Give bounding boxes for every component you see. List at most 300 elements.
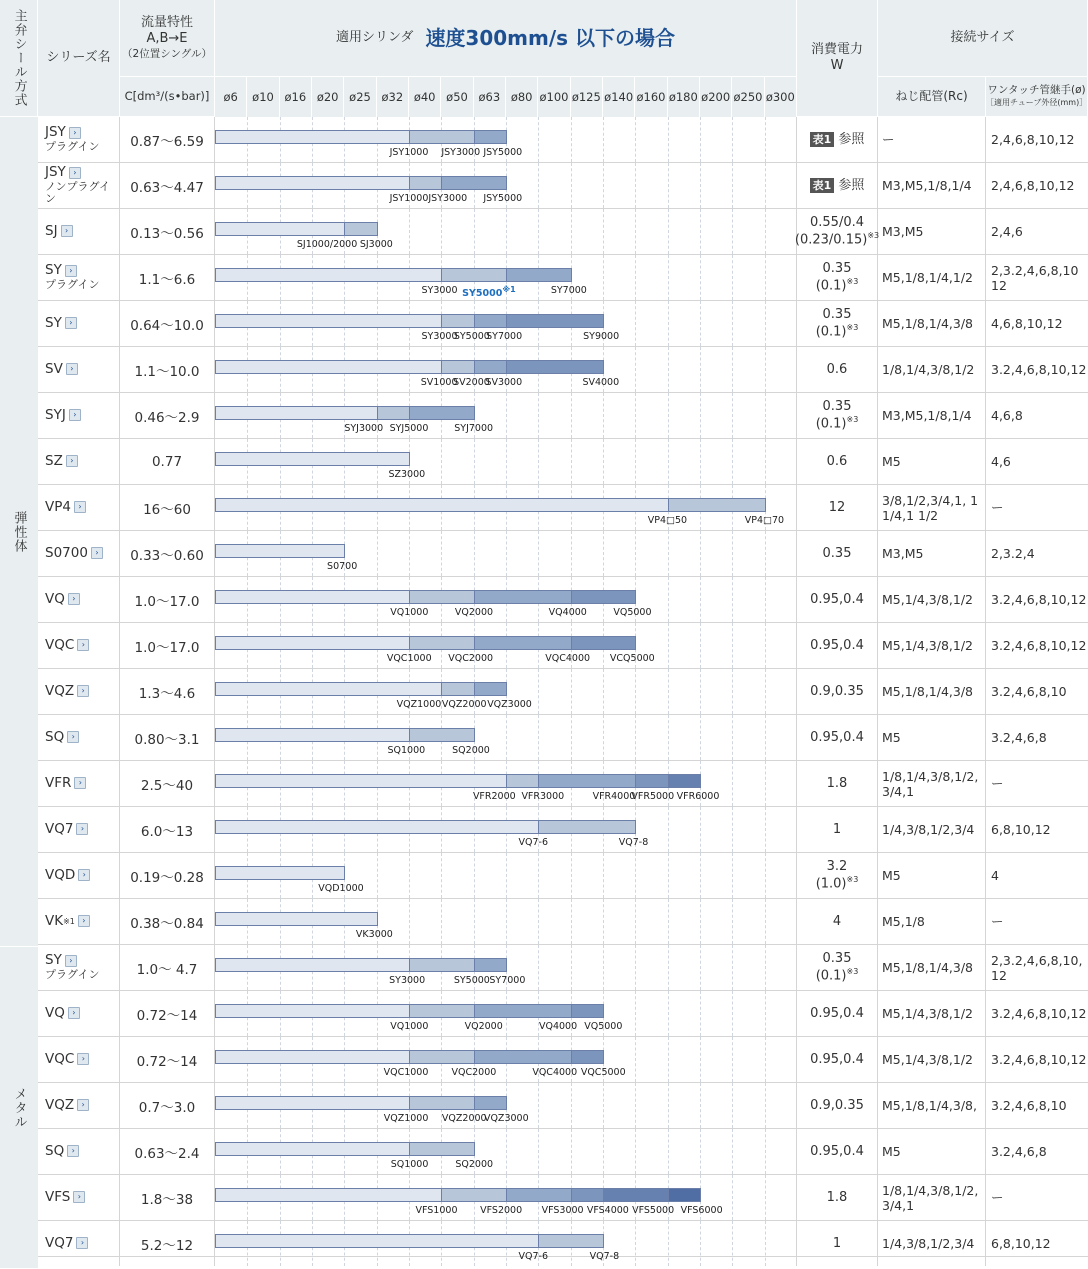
onetouch-size: 3.2,4,6,8,10,12 [991, 592, 1087, 607]
bar-segment [215, 1234, 539, 1248]
bar-segment [409, 1004, 475, 1018]
bar-segment [571, 636, 637, 650]
series-name-label[interactable] [45, 362, 78, 378]
cylinder-bar [215, 117, 797, 162]
power-secondary: $(1.0)^{※3}$ [815, 874, 859, 892]
power-value [797, 945, 878, 990]
grid-line [765, 439, 766, 484]
series-code[interactable]: VQD [45, 866, 76, 883]
series-name[interactable] [38, 1221, 120, 1266]
diameter-ø300: ø300 [765, 77, 797, 117]
power-value [797, 991, 878, 1036]
chevron-right-icon[interactable]: › [74, 777, 86, 789]
series-code[interactable]: VQC [45, 636, 75, 653]
series-name-label[interactable] [45, 1190, 85, 1206]
chevron-right-icon[interactable]: › [74, 501, 86, 513]
bar-segment [571, 590, 637, 604]
footnote-mark: ※3 [846, 874, 859, 884]
onetouch-size: 3.2,4,6,8,10,12 [991, 1052, 1087, 1067]
bar-label: VQC2000 [448, 653, 494, 664]
grid-line [700, 853, 701, 898]
grid-line [732, 577, 733, 622]
series-name[interactable] [38, 1175, 120, 1220]
grid-line [668, 117, 669, 162]
onetouch-size: 2,3.2,4,6,8,10 12 [991, 262, 1079, 293]
flow-value: 0.63〜4.47 [120, 163, 215, 208]
grid-line [571, 393, 572, 438]
grid-line [700, 899, 701, 944]
series-name-label[interactable] [45, 1006, 80, 1022]
grid-line [668, 623, 669, 668]
grid-line [474, 899, 475, 944]
series-code[interactable]: JSY [45, 124, 66, 141]
series-name[interactable] [38, 439, 120, 484]
bar-segment [474, 1050, 572, 1064]
grid-line [474, 531, 475, 576]
onetouch-size: 6,8,10,12 [991, 822, 1051, 837]
series-code[interactable]: SY [45, 262, 62, 279]
bar-segment [377, 406, 410, 420]
grid-line [538, 715, 539, 760]
diameter-ø100: ø100 [538, 77, 570, 117]
bar-segment [215, 636, 410, 650]
series-name-label[interactable] [45, 1098, 89, 1114]
flow-value: 5.2〜12 [120, 1221, 215, 1266]
onetouch-size: 4 [991, 868, 999, 883]
cylinder-bar [215, 163, 797, 208]
bar-label: SY5000 [453, 331, 490, 342]
series-name[interactable] [38, 899, 120, 944]
bar-label: SY9000 [583, 331, 620, 342]
chevron-right-icon[interactable]: › [76, 823, 88, 835]
grid-line [765, 347, 766, 392]
chevron-right-icon[interactable]: › [77, 685, 89, 697]
series-name[interactable] [38, 623, 120, 668]
chevron-right-icon[interactable]: › [66, 363, 78, 375]
power-main: 0.55/0.4 [810, 215, 864, 231]
series-name-label[interactable] [45, 500, 86, 516]
diameter-ø6: ø6 [215, 77, 247, 117]
chevron-right-icon[interactable]: › [73, 1191, 85, 1203]
series-name-label[interactable] [45, 914, 90, 930]
footnote-mark: ※3 [846, 322, 859, 332]
bar-segment [635, 774, 668, 788]
series-row [38, 255, 1088, 301]
diameter-ø40: ø40 [409, 77, 441, 117]
series-name-label[interactable] [45, 1052, 89, 1068]
bar-label: SYJ7000 [454, 423, 494, 434]
flow-value: 0.64〜10.0 [120, 301, 215, 346]
grid-line [732, 117, 733, 162]
chevron-right-icon[interactable]: › [65, 265, 77, 277]
chevron-right-icon[interactable]: › [66, 455, 78, 467]
series-name-label[interactable] [45, 316, 77, 332]
bar-label: SYJ5000 [389, 423, 429, 434]
grid-line [506, 715, 507, 760]
cylinder-bar [215, 255, 797, 300]
diameter-ø140: ø140 [603, 77, 635, 117]
chevron-right-icon[interactable]: › [69, 127, 81, 139]
bar-label: VK3000 [355, 929, 393, 940]
bar-label: VP4□70 [744, 515, 785, 526]
series-name-label[interactable] [45, 868, 90, 884]
bar-segment [215, 544, 345, 558]
bar-segment [441, 268, 507, 282]
power-main: 1.8 [826, 1189, 848, 1205]
chevron-right-icon[interactable]: › [77, 1053, 89, 1065]
series-name[interactable] [38, 347, 120, 392]
grid-line [635, 301, 636, 346]
bar-segment [409, 130, 475, 144]
bar-label: VQZ3000 [483, 1113, 529, 1124]
series-name[interactable] [38, 715, 120, 760]
grid-line [409, 853, 410, 898]
bar-label: VQC4000 [545, 653, 591, 664]
cylinder-bar [215, 899, 797, 944]
series-code[interactable]: VQZ [45, 1096, 75, 1113]
series-code[interactable]: VQC [45, 1050, 75, 1067]
chevron-right-icon[interactable]: › [68, 1007, 80, 1019]
grid-line [603, 945, 604, 990]
grid-line [700, 393, 701, 438]
series-row [38, 1037, 1088, 1083]
grid-line [635, 1221, 636, 1266]
bar-label: VFS3000 [541, 1205, 584, 1216]
series-code[interactable]: VK [45, 912, 64, 929]
bar-segment [215, 314, 442, 328]
series-name-label[interactable] [45, 776, 86, 792]
chevron-right-icon[interactable]: › [77, 1099, 89, 1111]
grid-line [668, 1129, 669, 1174]
bar-label: VQC1000 [383, 1067, 429, 1078]
chevron-right-icon[interactable]: › [65, 317, 77, 329]
series-row [38, 393, 1088, 439]
chevron-right-icon[interactable]: › [91, 547, 103, 559]
power-value [797, 623, 878, 668]
series-row [38, 623, 1088, 669]
power-value [797, 1037, 878, 1082]
series-code[interactable]: VP4 [45, 498, 71, 515]
onetouch-size: 3.2,4,6,8,10,12 [991, 362, 1087, 377]
bar-label: VQ4000 [538, 1021, 578, 1032]
onetouch-size: 6,8,10,12 [991, 1236, 1051, 1251]
chevron-right-icon[interactable]: › [61, 225, 73, 237]
grid-line [635, 439, 636, 484]
series-code[interactable]: JSY [45, 164, 66, 181]
series-name[interactable] [38, 117, 120, 162]
thread-size: M5,1/4,3/8,1/2 [878, 577, 986, 622]
series-code[interactable]: SY [45, 952, 62, 969]
grid-line [538, 669, 539, 714]
bar-label: VQ1000 [390, 1021, 429, 1032]
bar-label: SV1000 [420, 377, 458, 388]
bar-label: VQC5000 [580, 1067, 626, 1078]
chevron-right-icon[interactable]: › [78, 869, 90, 881]
series-code[interactable]: VFS [45, 1188, 71, 1205]
series-name-label[interactable] [45, 263, 77, 279]
table-ref-tag: 表1 [810, 178, 835, 193]
power-main: 0.9,0.35 [810, 683, 864, 699]
grid-line [668, 669, 669, 714]
series-name[interactable] [38, 761, 120, 806]
chevron-right-icon[interactable]: › [65, 955, 77, 967]
bar-segment [409, 176, 442, 190]
series-name[interactable] [38, 485, 120, 530]
series-name-label[interactable] [45, 953, 77, 969]
bar-segment [215, 682, 442, 696]
bar-label: VQZ2000 [441, 1113, 487, 1124]
cylinder-bar [215, 715, 797, 760]
grid-line [668, 301, 669, 346]
grid-line [538, 899, 539, 944]
grid-line [474, 439, 475, 484]
thread-size: 1/8,1/4,3/8,1/2, 3/4,1 [878, 761, 986, 806]
series-code[interactable]: VFR [45, 774, 72, 791]
grid-line [765, 301, 766, 346]
bar-segment [474, 1096, 507, 1110]
bar-label: VQ2000 [454, 607, 494, 618]
series-name[interactable] [38, 669, 120, 714]
flow-value: 0.63〜2.4 [120, 1129, 215, 1174]
series-code[interactable]: SZ [45, 452, 63, 469]
series-subtype: プラグイン [45, 967, 100, 981]
flow-value: 0.80〜3.1 [120, 715, 215, 760]
grid-line [506, 899, 507, 944]
series-name-label[interactable] [45, 224, 73, 240]
cylinder-bar [215, 531, 797, 576]
chevron-right-icon[interactable]: › [67, 1145, 79, 1157]
series-name[interactable] [38, 1037, 120, 1082]
series-name-label[interactable] [45, 1144, 79, 1160]
bar-segment [409, 1142, 475, 1156]
onetouch-size: 3.2,4,6,8,10 [991, 684, 1067, 699]
bar-segment [506, 360, 604, 374]
power-value [797, 853, 878, 898]
cylinder-bar [215, 807, 797, 852]
power-value [797, 899, 878, 944]
series-row [38, 807, 1088, 853]
flow-header: 流量特性 A,B→E （2位置シングル） [120, 0, 215, 77]
power-main: 0.35 [822, 307, 852, 323]
power-main: 0.35 [822, 951, 852, 967]
grid-line [506, 209, 507, 254]
bar-label: VQD1000 [318, 883, 364, 894]
flow-value: 1.1〜6.6 [120, 255, 215, 300]
grid-line [732, 209, 733, 254]
grid-line [441, 531, 442, 576]
series-name[interactable] [38, 1083, 120, 1128]
diameter-ø16: ø16 [280, 77, 312, 117]
grid-line [732, 1037, 733, 1082]
grid-line [603, 1083, 604, 1128]
flow-value: 0.33〜0.60 [120, 531, 215, 576]
grid-line [732, 1175, 733, 1220]
flow-value: 0.72〜14 [120, 1037, 215, 1082]
diameter-ø32: ø32 [377, 77, 409, 117]
series-name-label[interactable] [45, 1236, 88, 1252]
series-row [38, 301, 1088, 347]
thread-size: M5 [878, 853, 986, 898]
bar-segment [215, 268, 442, 282]
series-name-label[interactable] [45, 730, 79, 746]
grid-line [635, 669, 636, 714]
series-name[interactable] [38, 301, 120, 346]
series-code[interactable]: VQ [45, 590, 65, 607]
bar-label: SQ2000 [452, 745, 490, 756]
grid-line [765, 945, 766, 990]
series-name[interactable] [38, 1129, 120, 1174]
bar-label: SY3000 [389, 975, 426, 986]
power-main: 0.6 [826, 361, 848, 377]
onetouch-size: 2,4,6 [991, 224, 1023, 239]
series-code[interactable]: VQ7 [45, 820, 74, 837]
diameter-ø200: ø200 [700, 77, 732, 117]
grid-line [441, 439, 442, 484]
series-code[interactable]: VQ [45, 1004, 65, 1021]
table-ref [810, 178, 865, 194]
series-name-label[interactable] [45, 822, 88, 838]
series-name-label[interactable] [45, 638, 89, 654]
grid-line [668, 853, 669, 898]
power-value [794, 209, 880, 254]
bar-segment [603, 1188, 669, 1202]
diameter-ø250: ø250 [732, 77, 764, 117]
flow-unit-header: C[dm³/(s•bar)] [120, 77, 215, 117]
power-main: 0.95,0.4 [810, 1051, 864, 1067]
bar-segment [215, 590, 410, 604]
series-name[interactable] [38, 209, 120, 254]
cylinder-bar [215, 1083, 797, 1128]
bar-label: VQ7-6 [518, 837, 549, 848]
onetouch-size: 2,3.2,4,6,8,10, 12 [991, 952, 1083, 983]
power-main: 0.9,0.35 [810, 1097, 864, 1113]
bar-segment [215, 222, 345, 236]
flow-value: 1.3〜4.6 [120, 669, 215, 714]
chevron-right-icon[interactable]: › [69, 167, 81, 179]
grid-line [700, 991, 701, 1036]
series-name-label[interactable] [45, 165, 81, 181]
thread-size: M5 [878, 1129, 986, 1174]
grid-line [571, 163, 572, 208]
flow-value: 1.1〜10.0 [120, 347, 215, 392]
bar-segment [571, 1004, 604, 1018]
thread-size: M5 [878, 439, 986, 484]
series-code[interactable]: SQ [45, 1142, 65, 1159]
grid-line [668, 945, 669, 990]
series-code[interactable]: SV [45, 360, 63, 377]
chevron-right-icon[interactable]: › [69, 409, 81, 421]
series-name[interactable] [38, 255, 120, 300]
series-name-label[interactable] [45, 546, 103, 562]
grid-line [732, 1083, 733, 1128]
series-code[interactable]: SYJ [45, 406, 66, 423]
series-code[interactable]: SJ [45, 222, 58, 239]
bar-label: VFR5000 [631, 791, 675, 802]
grid-line [765, 623, 766, 668]
series-name[interactable] [38, 393, 120, 438]
grid-line [603, 669, 604, 714]
onetouch-size: 3.2,4,6,8 [991, 1144, 1047, 1159]
series-code[interactable]: VQZ [45, 682, 75, 699]
series-name[interactable] [38, 807, 120, 852]
series-code[interactable]: VQ7 [45, 1234, 74, 1251]
grid-line [700, 531, 701, 576]
bar-segment [538, 820, 636, 834]
grid-line [765, 899, 766, 944]
thread-size: 1/4,3/8,1/2,3/4 [878, 1221, 986, 1266]
power-main: 1 [832, 821, 842, 837]
grid-line [538, 1083, 539, 1128]
power-secondary: $(0.23/0.15)^{※3}$ [794, 230, 880, 248]
flow-value: 1.8〜38 [120, 1175, 215, 1220]
grid-line [765, 393, 766, 438]
grid-line [765, 1037, 766, 1082]
series-code[interactable]: SQ [45, 728, 65, 745]
chevron-right-icon[interactable]: › [76, 1237, 88, 1249]
grid-line [538, 393, 539, 438]
grid-line [668, 1221, 669, 1266]
flow-value: 1.0〜 4.7 [120, 945, 215, 990]
bar-segment [474, 636, 572, 650]
grid-line [603, 1129, 604, 1174]
grid-line [732, 347, 733, 392]
grid-line [732, 623, 733, 668]
power-main: 0.35 [822, 261, 852, 277]
grid-line [732, 899, 733, 944]
bar-segment [668, 498, 766, 512]
grid-line [668, 531, 669, 576]
series-name-label[interactable] [45, 125, 81, 141]
grid-line [474, 853, 475, 898]
chevron-right-icon[interactable]: › [78, 915, 90, 927]
cylinder-bar [215, 301, 797, 346]
cylinder-bar [215, 1175, 797, 1220]
diameter-ø20: ø20 [312, 77, 344, 117]
bar-label: SY7000 [489, 975, 526, 986]
thread-size: 1/4,3/8,1/2,3/4 [878, 807, 986, 852]
grid-line [571, 669, 572, 714]
series-name[interactable] [38, 945, 120, 990]
series-name[interactable] [38, 853, 120, 898]
series-code[interactable]: SY [45, 314, 62, 331]
bar-label: SJ3000 [359, 239, 393, 250]
bar-segment [474, 130, 507, 144]
cylinder-bar [215, 577, 797, 622]
series-name[interactable] [38, 163, 120, 208]
series-code[interactable]: S0700 [45, 544, 88, 561]
grid-line [571, 439, 572, 484]
grid-line [603, 117, 604, 162]
chevron-right-icon[interactable]: › [67, 731, 79, 743]
bar-label: SY7000 [486, 331, 523, 342]
series-name[interactable] [38, 577, 120, 622]
series-name-label[interactable] [45, 408, 81, 424]
chevron-right-icon[interactable]: › [77, 639, 89, 651]
series-name-label[interactable] [45, 454, 78, 470]
footnote-mark: ※3 [867, 230, 880, 240]
series-name-label[interactable] [45, 684, 89, 700]
grid-line [668, 715, 669, 760]
chevron-right-icon[interactable]: › [68, 593, 80, 605]
series-name[interactable] [38, 531, 120, 576]
grid-line [635, 1129, 636, 1174]
onetouch-size: ー [991, 500, 1004, 515]
series-name-label[interactable] [45, 592, 80, 608]
power-value [797, 761, 878, 806]
flow-value: 16〜60 [120, 485, 215, 530]
series-name[interactable] [38, 991, 120, 1036]
thread-size: M5,1/8 [878, 899, 986, 944]
